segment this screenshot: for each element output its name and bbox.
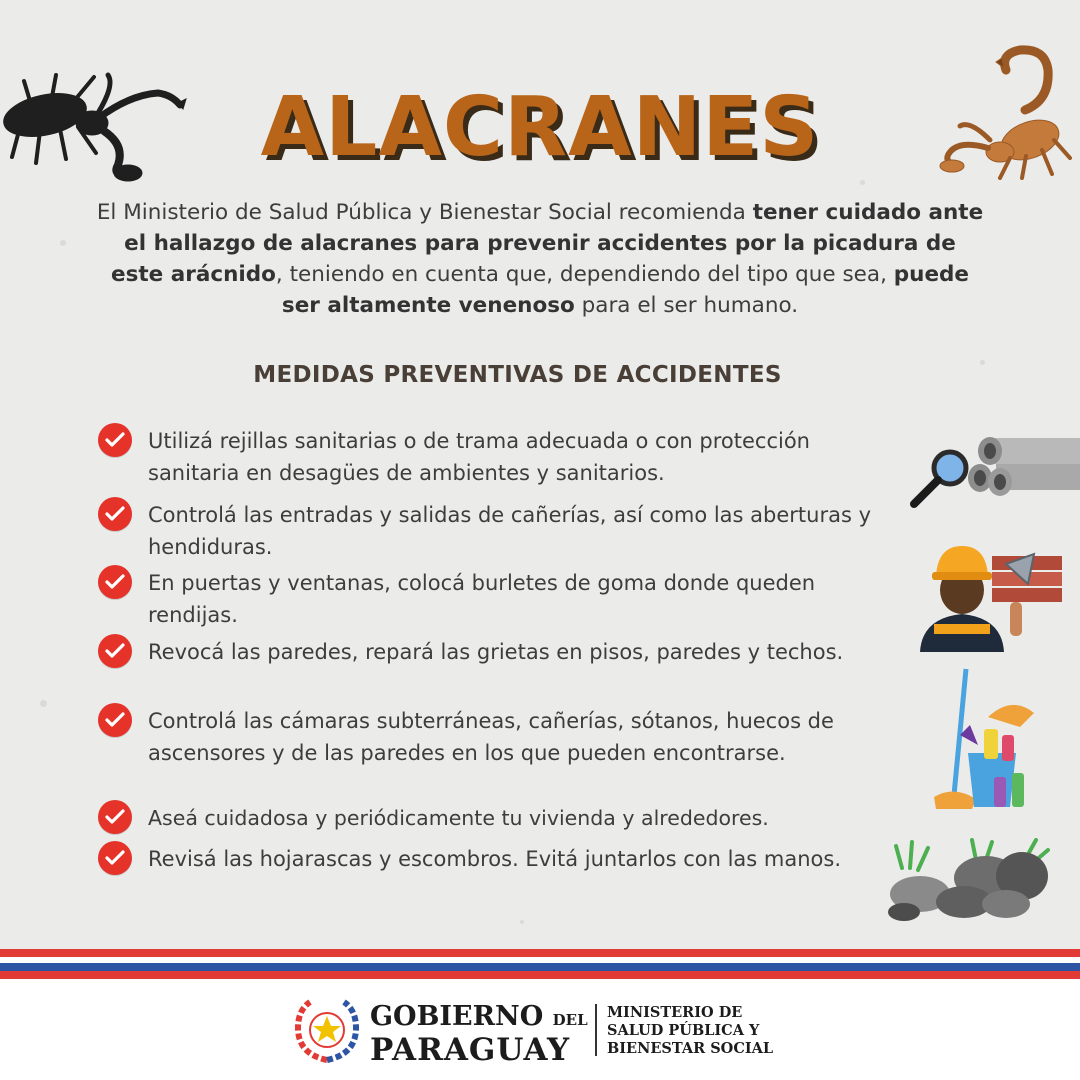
page-title: ALACRANES — [260, 80, 820, 175]
ministry-line-3: BIENESTAR SOCIAL — [607, 1040, 774, 1057]
rocks-grass-icon — [886, 838, 1056, 923]
check-icon — [98, 703, 132, 737]
intro-bold-1: tener cuidado ante el hallazgo de alacranes para prevenir accidentes por la picadura de este arácnido — [110, 200, 984, 287]
section-subtitle: MEDIDAS PREVENTIVAS DE ACCIDENTES — [253, 362, 782, 388]
list-item — [98, 636, 898, 668]
list-item — [98, 843, 898, 875]
intro-bold-2: puede ser altamente venenoso — [281, 262, 970, 318]
ministry-line-2: SALUD PÚBLICA Y — [607, 1022, 760, 1039]
flag-stripe-red — [0, 949, 1080, 957]
intro-text-1: El Ministerio de Salud Pública y Bienestar Social recomienda — [96, 200, 753, 225]
check-icon — [98, 634, 132, 668]
check-icon — [98, 497, 132, 531]
list-item — [98, 802, 918, 834]
ministry-line-1: MINISTERIO DE — [607, 1004, 743, 1021]
footer-divider — [595, 1004, 597, 1056]
flag-stripe-blue — [0, 963, 1080, 971]
list-item — [98, 425, 898, 489]
measure-text: Revisá las hojarascas y escombros. Evitá juntarlos con las manos. — [148, 847, 842, 871]
government-logo-text — [370, 1003, 588, 1066]
mason-worker-icon — [914, 540, 1064, 652]
cleaning-supplies-icon — [928, 665, 1038, 815]
gov-line-2: PARAGUAY — [370, 1032, 571, 1068]
gov-line-1: GOBIERNO — [370, 1001, 544, 1032]
gov-del: DEL — [552, 1011, 588, 1029]
ministry-name — [607, 1004, 773, 1058]
measure-text: Controlá las entradas y salidas de cañerías, así como las aberturas y hendiduras. — [148, 503, 872, 559]
paraguay-seal-icon — [292, 998, 362, 1064]
measure-text: Utilizá rejillas sanitarias o de trama adecuada o con protección sanitaria en desagües de ambientes y sanitarios. — [148, 429, 810, 485]
measure-text: Controlá las cámaras subterráneas, cañerías, sótanos, huecos de ascensores y de las paredes en los que pueden encontrarse. — [148, 709, 834, 765]
intro-text-2: , teniendo en cuenta que, dependiendo del tipo que sea, — [275, 262, 894, 287]
intro-paragraph — [95, 197, 985, 321]
check-icon — [98, 565, 132, 599]
list-item — [98, 499, 898, 563]
measure-text: Aseá cuidadosa y periódicamente tu vivienda y alrededores. — [148, 806, 769, 830]
check-icon — [98, 423, 132, 457]
measure-text: En puertas y ventanas, colocá burletes de goma donde queden rendijas. — [148, 571, 816, 627]
list-item — [98, 705, 898, 769]
list-item — [98, 567, 898, 631]
intro-text-3: para el ser humano. — [574, 293, 799, 318]
measure-text: Revocá las paredes, repará las grietas en pisos, paredes y techos. — [148, 640, 844, 664]
check-icon — [98, 841, 132, 875]
flag-stripe-red — [0, 971, 1080, 979]
pipes-magnifier-icon — [906, 420, 1080, 515]
check-icon — [98, 800, 132, 834]
